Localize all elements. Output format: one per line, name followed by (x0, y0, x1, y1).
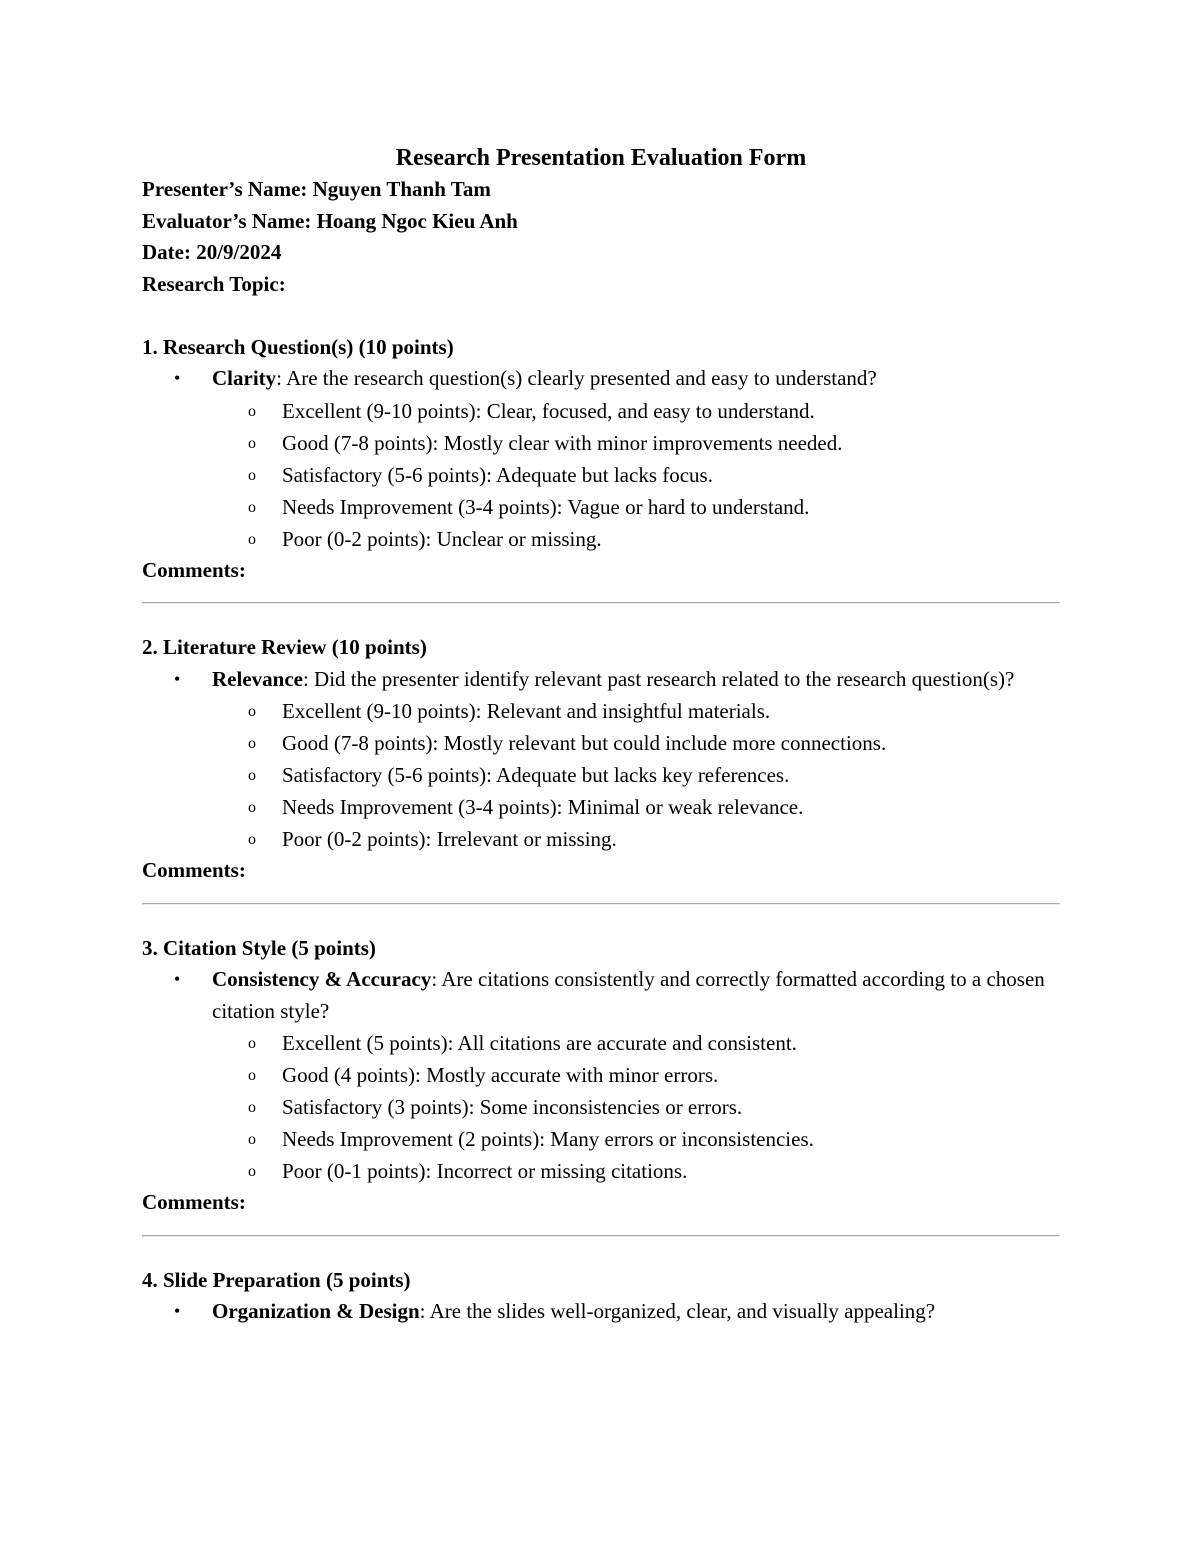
rating-level (142, 459, 1060, 491)
rating-level (142, 695, 1060, 727)
rating-level (142, 427, 1060, 459)
rating-level-text: Needs Improvement (3-4 points): Vague or hard to understand. (282, 494, 810, 519)
rating-level-text: Good (7-8 points): Mostly clear with minor improvements needed. (282, 430, 843, 455)
rating-level (142, 1091, 1060, 1123)
rating-level-text: Good (4 points): Mostly accurate with minor errors. (282, 1063, 719, 1087)
rating-level (142, 727, 1060, 759)
circle-bullet-icon: o (248, 831, 256, 848)
rating-level (142, 395, 1060, 427)
spacer (142, 905, 1060, 933)
criterion-text: : Are citations consistently and correctly formatted according to a chosen citation style? (212, 967, 1045, 1023)
rating-level-text: Excellent (9-10 points): Clear, focused, and easy to understand. (282, 398, 815, 423)
comments-label: Comments: (142, 858, 246, 882)
criterion-name: Consistency & Accuracy (212, 967, 432, 991)
rating-level (142, 823, 1060, 855)
circle-bullet-icon: o (248, 1067, 256, 1084)
circle-bullet-icon: o (248, 466, 256, 484)
section-heading: 1. Research Question(s) (10 points) (142, 334, 454, 359)
rating-level (142, 759, 1060, 791)
document-page (142, 142, 1060, 1328)
circle-bullet-icon: o (248, 434, 256, 452)
rating-level-text: Poor (0-1 points): Incorrect or missing citations. (282, 1159, 688, 1183)
rating-level (142, 1027, 1060, 1059)
rating-level (142, 791, 1060, 823)
criterion (142, 964, 1060, 1027)
bullet-icon: • (174, 668, 181, 689)
spacer (142, 604, 1060, 632)
rating-level-text: Poor (0-2 points): Irrelevant or missing. (282, 827, 617, 851)
criterion-text: : Did the presenter identify relevant past research related to the research question(s)? (302, 666, 1015, 691)
section-heading: 2. Literature Review (10 points) (142, 635, 427, 659)
section-slide-preparation (142, 1265, 1060, 1328)
section-citation-style (142, 933, 1060, 1265)
section-heading: 4. Slide Preparation (5 points) (142, 1267, 411, 1292)
spacer (142, 1219, 1060, 1235)
evaluator-name: Evaluator’s Name: Hoang Ngoc Kieu Anh (142, 208, 518, 233)
rating-level (142, 491, 1060, 523)
form-title: Research Presentation Evaluation Form (395, 145, 807, 171)
rating-level-text: Poor (0-2 points): Unclear or missing. (282, 526, 602, 551)
criterion (142, 664, 1060, 696)
circle-bullet-icon: o (248, 1131, 256, 1148)
circle-bullet-icon: o (248, 402, 256, 420)
criterion (142, 1296, 1060, 1328)
circle-bullet-icon: o (248, 799, 256, 816)
rating-level (142, 1059, 1060, 1091)
circle-bullet-icon: o (248, 1035, 256, 1052)
criterion-name: Clarity (212, 366, 277, 390)
bullet-icon: • (174, 1301, 181, 1321)
circle-bullet-icon: o (248, 703, 256, 720)
criterion-name: Organization & Design (212, 1299, 420, 1323)
evaluation-date: Date: 20/9/2024 (142, 240, 282, 264)
rating-levels (142, 395, 1060, 555)
rating-level-text: Good (7-8 points): Mostly relevant but could include more connections. (282, 731, 887, 755)
criterion-text: : Are the research question(s) clearly presented and easy to understand? (276, 366, 877, 390)
rating-level (142, 1123, 1060, 1155)
circle-bullet-icon: o (248, 498, 256, 516)
bullet-icon: • (174, 368, 181, 388)
rating-level-text: Satisfactory (5-6 points): Adequate but lacks key references. (282, 763, 790, 787)
rating-level (142, 1155, 1060, 1187)
spacer (142, 1237, 1060, 1265)
criterion (142, 363, 1060, 395)
spacer (142, 300, 1060, 332)
circle-bullet-icon: o (248, 1099, 256, 1116)
rating-levels (142, 695, 1060, 855)
rating-level-text: Needs Improvement (3-4 points): Minimal or weak relevance. (282, 795, 804, 819)
circle-bullet-icon: o (248, 1163, 256, 1180)
circle-bullet-icon: o (248, 735, 256, 752)
rating-level-text: Needs Improvement (2 points): Many errors or inconsistencies. (282, 1127, 814, 1151)
comments-label: Comments: (142, 557, 246, 582)
section-research-questions (142, 332, 1060, 633)
rating-level-text: Satisfactory (3 points): Some inconsistencies or errors. (282, 1095, 743, 1119)
bullet-icon: • (174, 969, 181, 989)
rating-level-text: Satisfactory (5-6 points): Adequate but lacks focus. (282, 462, 713, 487)
section-literature-review (142, 632, 1060, 933)
criterion-text: : Are the slides well-organized, clear, and visually appealing? (419, 1299, 936, 1323)
criterion-name: Relevance (212, 666, 303, 691)
comments-label: Comments: (142, 1190, 246, 1214)
rating-level-text: Excellent (5 points): All citations are accurate and consistent. (282, 1031, 797, 1055)
circle-bullet-icon: o (248, 767, 256, 784)
presenter-name: Presenter’s Name: Nguyen Thanh Tam (142, 177, 491, 201)
spacer (142, 586, 1060, 602)
circle-bullet-icon: o (248, 530, 256, 548)
research-topic: Research Topic: (142, 271, 286, 296)
rating-level (142, 523, 1060, 555)
rating-levels (142, 1027, 1060, 1187)
spacer (142, 887, 1060, 903)
rating-level-text: Excellent (9-10 points): Relevant and insightful materials. (282, 699, 771, 723)
section-heading: 3. Citation Style (5 points) (142, 935, 376, 960)
